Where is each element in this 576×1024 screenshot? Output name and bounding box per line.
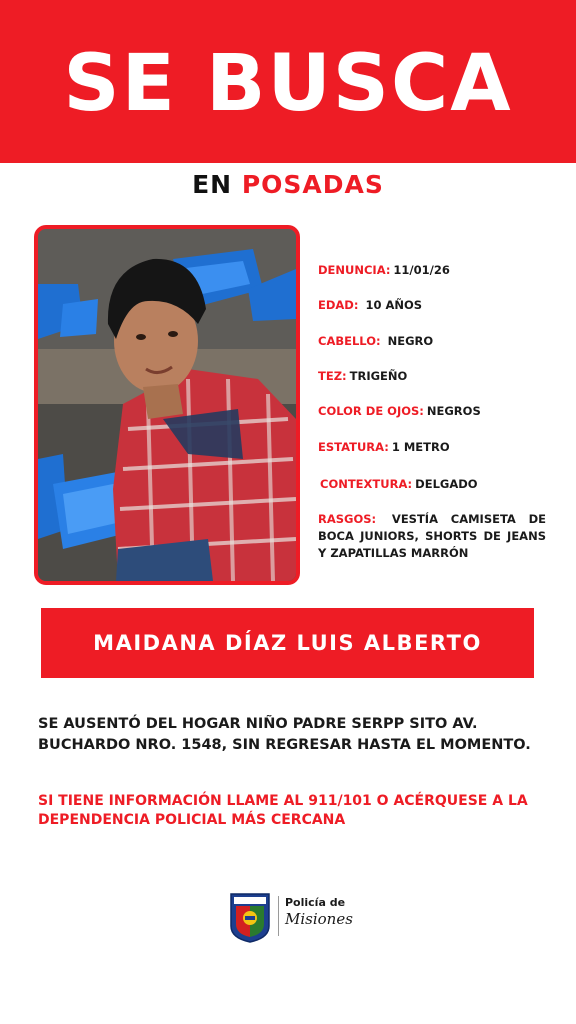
footer-logo-block (229, 892, 389, 944)
detail-label: ESTATURA: (318, 440, 389, 454)
detail-value: NEGRO (387, 334, 434, 348)
detail-color-ojos (318, 403, 546, 420)
detail-value: TRIGEÑO (349, 369, 408, 383)
detail-label: RASGOS: (318, 512, 377, 526)
location-line (0, 170, 576, 199)
police-badge-icon (229, 892, 271, 944)
detail-value: VESTÍA CAMISETA DE BOCA JUNIORS, SHORTS DE JEANS Y ZAPATILLAS MARRÓN (318, 512, 546, 560)
detail-denuncia (318, 262, 546, 279)
missing-person-photo (34, 225, 300, 585)
contact-callout: SI TIENE INFORMACIÓN LLAME AL 911/101 O ACÉRQUESE A LA DEPENDENCIA POLICIAL MÁS CERCANA (38, 793, 528, 828)
detail-cabello (318, 333, 546, 350)
detail-label: CONTEXTURA: (320, 477, 413, 491)
org-name-line1: Policía de (285, 896, 346, 909)
detail-estatura (318, 439, 546, 456)
location-place: POSADAS (241, 170, 384, 199)
detail-label: DENUNCIA: (318, 263, 391, 277)
detail-contextura (320, 476, 548, 493)
detail-tez (318, 368, 546, 385)
poster-title: SE BUSCA (63, 38, 513, 129)
detail-value: DELGADO (415, 477, 478, 491)
detail-value: 11/01/26 (393, 263, 450, 277)
org-name-line2: Misiones (285, 910, 353, 928)
detail-edad (318, 297, 546, 314)
detail-label: COLOR DE OJOS: (318, 404, 424, 418)
detail-label: EDAD: (318, 298, 359, 312)
incident-description: SE AUSENTÓ DEL HOGAR NIÑO PADRE SERPP SITO AV. BUCHARDO NRO. 1548, SIN REGRESAR HASTA EL MOMENTO. (38, 716, 531, 753)
footer-divider (278, 896, 279, 936)
detail-rasgos (318, 511, 546, 562)
detail-value: NEGROS (426, 404, 481, 418)
location-prefix: EN (192, 170, 233, 199)
detail-label: TEZ: (318, 369, 347, 383)
detail-value: 1 METRO (391, 440, 450, 454)
name-banner (41, 608, 534, 678)
header-banner (0, 0, 576, 163)
photo-illustration (38, 229, 296, 581)
detail-label: CABELLO: (318, 334, 381, 348)
detail-value: 10 AÑOS (365, 298, 423, 312)
missing-person-name: MAIDANA DÍAZ LUIS ALBERTO (93, 631, 482, 655)
